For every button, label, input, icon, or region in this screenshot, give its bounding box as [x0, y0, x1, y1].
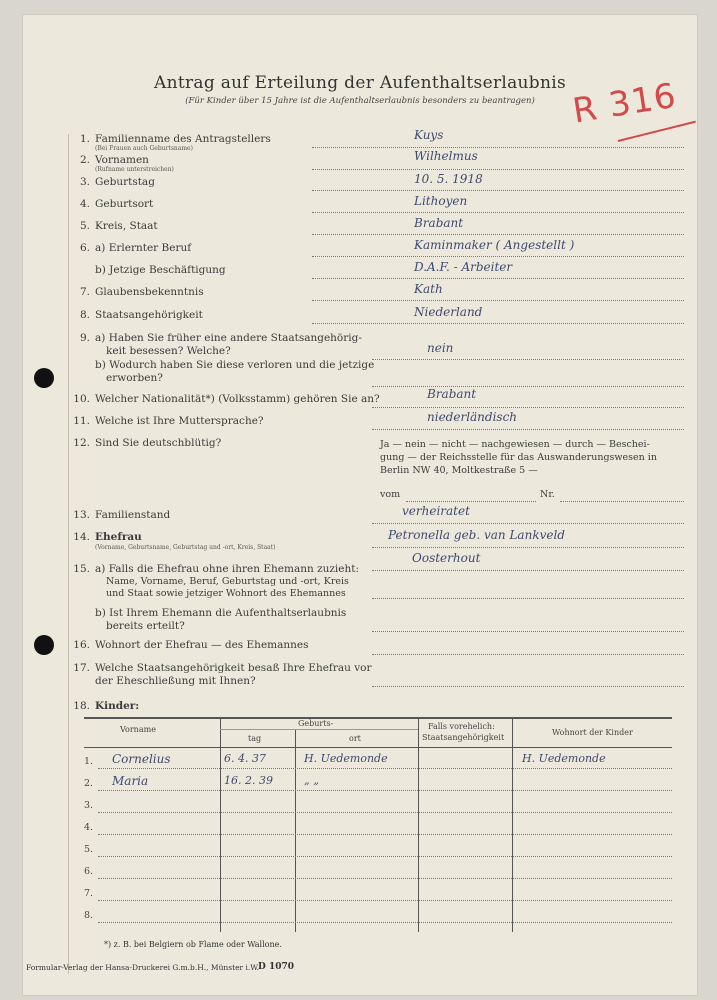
field-sublabel: (Rufname unterstreichen)	[95, 166, 174, 173]
value-q14: Petronella geb. van Lankveld	[388, 528, 565, 542]
value-q13: verheiratet	[402, 504, 470, 518]
q17-label-line2: der Eheschließung mit Ihnen?	[95, 675, 256, 687]
child-geburtsort: „ „	[304, 774, 319, 787]
child-geburtsort: H. Uedemonde	[304, 752, 388, 765]
value-beruf: Kaminmaker ( Angestellt )	[414, 238, 575, 252]
value-kreis-staat: Brabant	[414, 216, 464, 230]
q15-b-line1: b) Ist Ihrem Ehemann die Aufenthaltserlaubnis	[95, 607, 347, 619]
q12-text-line3: Berlin NW 40, Moltkestraße 5 —	[380, 465, 538, 476]
row-number: 8.	[84, 910, 94, 921]
q17-label-line1: Welche Staatsangehörigkeit besaß Ihre Ehefrau vor	[95, 662, 372, 674]
field-label-geburtstag: Geburtstag	[95, 176, 155, 188]
q18-label: Kinder:	[95, 700, 140, 712]
field-number: 1.	[79, 133, 90, 145]
punch-hole-bottom	[34, 635, 54, 655]
row-number: 1.	[84, 756, 94, 767]
q12-text-line2: gung — der Reichsstelle für das Auswanderungswesen in	[380, 452, 657, 463]
value-beschaeftigung: D.A.F. - Arbeiter	[414, 260, 513, 274]
q16-label: Wohnort der Ehefrau — des Ehemannes	[95, 639, 309, 651]
row-number: 2.	[84, 778, 94, 789]
col-falls-line2: Staatsangehörigkeit	[422, 733, 505, 742]
form-page: Antrag auf Erteilung der Aufenthaltserlaubnis (Für Kinder über 15 Jahre ist die Aufenthaltserlaubnis besonders zu beantragen) R 316 1. Familienname des Antragstellers (Bei Frauen auch Geburtsname) Kuys 2. Vornamen (Rufname unterstreichen) Wilhelmus 3. Geburtstag 10. 5. 1918 4. Geburtsort Lithoyen 5. Kreis, Staat Brabant 6. a) Erlernter Beruf Kaminmaker ( Angestellt ) b) Jetzige Beschäftigung D.A.F. - Arbeiter 7. Glaubensbekenntnis Kath 8. Staatsangehörigkeit Niederland 9. a) Haben Sie früher eine andere Staatsangehörig- keit besessen? Welche? b) Wodurch haben Sie diese verloren und die jetzige erworben? nein 10. Welcher Nationalität*) (Volksstamm) gehören Sie an? Brabant 11. Welche ist Ihre Muttersprache? niederländisch 12. Sind Sie deutschblütig? Ja — nein — nicht — nachgewiesen — durch — Beschei- gung — der Reichsstelle für das Auswanderungswesen in Berlin NW 40, Moltkestraße 5 — vom Nr. 13. Familienstand verheiratet 14. Ehefrau (Vorname, Geburtsname, Geburtstag und -ort, Kreis, Staat) Petronella geb. van Lankveld Oosterhout 15. a) Falls die Ehefrau ohne ihren Ehemann zuzieht: Name, Vorname, Beruf, Geburtstag und -ort, Kreis und Staat sowie jetziger Wohnort des Ehemannes b) Ist Ihrem Ehemann die Aufenthaltserlaubnis bereits erteilt? 16. Wohnort der Ehefrau — des Ehemannes 17. Welche Staatsangehörigkeit besaß Ihre Ehefrau vor der Eheschließung mit Ihnen? 18. Kinder: Vorname Geburts- tag ort Falls vorehelich: Staatsangehörigkeit Wohnort der Kinder 1. Cornelius 6. 4. 37 H. Uedemonde H. Uedemonde 2. Maria 16. 2. 39 „ „ 3. 4. 5. 6. 7. 8. *) z. B. bei Belgiern ob Flame oder Wallone. Formular-Verlag der Hansa-Druckerei G.m.b.H., Münster i.W. D 1070	[22, 14, 698, 996]
q12-label: Sind Sie deutschblütig?	[95, 437, 222, 449]
field-label-familienname: Familienname des Antragstellers	[95, 133, 271, 145]
punch-hole-top	[34, 368, 54, 388]
value-q9: nein	[427, 341, 454, 355]
q12-text-line1: Ja — nein — nicht — nachgewiesen — durch — Beschei-	[380, 439, 650, 450]
q15-b-line2: bereits erteilt?	[106, 620, 185, 632]
stamp-underline	[618, 121, 696, 142]
value-geburtstag: 10. 5. 1918	[414, 172, 483, 186]
q11-label: Welche ist Ihre Muttersprache?	[95, 415, 264, 427]
page-title: Antrag auf Erteilung der Aufenthaltserlaubnis	[154, 73, 566, 93]
value-glaubensbekenntnis: Kath	[414, 282, 443, 296]
child-geburtstag: 6. 4. 37	[224, 752, 266, 765]
col-geburts: Geburts-	[298, 719, 334, 728]
col-tag: tag	[248, 734, 262, 743]
publisher: Formular-Verlag der Hansa-Druckerei G.m.b.H., Münster i.W.	[26, 963, 260, 972]
q12-vom-label: vom	[380, 489, 401, 500]
field-label-beschaeftigung: b) Jetzige Beschäftigung	[95, 264, 226, 276]
margin-line	[68, 134, 69, 974]
col-vorname: Vorname	[120, 725, 156, 734]
row-number: 7.	[84, 888, 94, 899]
q9-a-line2: keit besessen? Welche?	[106, 345, 231, 357]
footnote: *) z. B. bei Belgiern ob Flame oder Wallone.	[104, 940, 282, 949]
field-sublabel: (Bei Frauen auch Geburtsname)	[95, 145, 193, 152]
col-falls-line1: Falls vorehelich:	[428, 722, 495, 731]
q13-label: Familienstand	[95, 509, 171, 521]
row-dotted-line	[98, 812, 672, 813]
field-label-kreis-staat: Kreis, Staat	[95, 220, 158, 232]
row-number: 6.	[84, 866, 94, 877]
q12-nr-label: Nr.	[540, 489, 555, 500]
field-label-staatsangehoerigkeit: Staatsangehörigkeit	[95, 309, 203, 321]
q15-a-line2: Name, Vorname, Beruf, Geburtstag und -ort, Kreis	[106, 576, 349, 587]
form-code: D 1070	[258, 962, 294, 972]
q9-a-line1: a) Haben Sie früher eine andere Staatsangehörig-	[95, 332, 362, 344]
child-vorname: Cornelius	[112, 752, 171, 766]
page-subtitle: (Für Kinder über 15 Jahre ist die Aufenthaltserlaubnis besonders zu beantragen)	[185, 96, 535, 106]
child-vorname: Maria	[112, 774, 149, 788]
row-dotted-line	[98, 834, 672, 835]
row-dotted-line	[98, 878, 672, 879]
value-q11: niederländisch	[427, 410, 518, 424]
q15-a-line1: a) Falls die Ehefrau ohne ihren Ehemann zuzieht:	[95, 563, 359, 575]
q14-sublabel: (Vorname, Geburtsname, Geburtstag und -ort, Kreis, Staat)	[95, 544, 276, 551]
field-label-vornamen: Vornamen	[95, 154, 149, 166]
row-dotted-line	[98, 900, 672, 901]
q9-b-line2: erworben?	[106, 372, 163, 384]
col-wohnort: Wohnort der Kinder	[552, 728, 633, 737]
field-label-beruf: a) Erlernter Beruf	[95, 242, 192, 254]
value-q14-line2: Oosterhout	[412, 551, 481, 565]
col-ort: ort	[349, 734, 361, 743]
q10-label: Welcher Nationalität*) (Volksstamm) gehören Sie an?	[95, 393, 380, 405]
row-number: 4.	[84, 822, 94, 833]
row-number: 3.	[84, 800, 94, 811]
row-dotted-line	[98, 856, 672, 857]
row-dotted-line	[98, 922, 672, 923]
reference-stamp: R 316	[570, 75, 680, 132]
value-q10: Brabant	[427, 387, 477, 401]
value-staatsangehoerigkeit: Niederland	[414, 305, 483, 319]
q9-b-line1: b) Wodurch haben Sie diese verloren und die jetzige	[95, 359, 375, 371]
q14-label: Ehefrau	[95, 531, 142, 543]
q15-a-line3: und Staat sowie jetziger Wohnort des Ehemannes	[106, 588, 346, 599]
row-dotted-line	[98, 790, 672, 791]
child-wohnort: H. Uedemonde	[522, 752, 606, 765]
value-geburtsort: Lithoyen	[414, 194, 468, 208]
value-familienname: Kuys	[414, 128, 444, 142]
value-vornamen: Wilhelmus	[414, 149, 478, 163]
field-label-glaubensbekenntnis: Glaubensbekenntnis	[95, 286, 204, 298]
field-label-geburtsort: Geburtsort	[95, 198, 154, 210]
row-dotted-line	[98, 768, 672, 769]
row-number: 5.	[84, 844, 94, 855]
child-geburtstag: 16. 2. 39	[224, 774, 273, 787]
